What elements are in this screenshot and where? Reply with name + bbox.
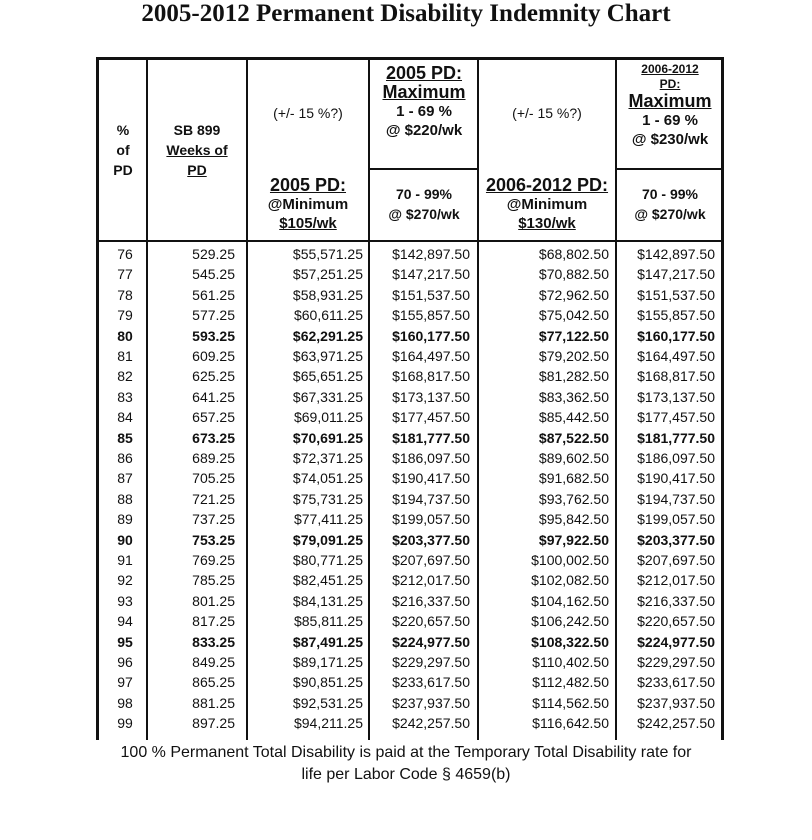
cell-pd: 87 [117, 470, 133, 487]
header-weeks-of-pd [148, 120, 246, 180]
cell-min-2006: $81,282.50 [538, 368, 609, 385]
cell-max-2006: $147,217.50 [637, 266, 715, 283]
cell-pd: 97 [117, 674, 133, 691]
cell-max-2005: $242,257.50 [392, 715, 470, 732]
cell-min-2005: $82,451.25 [292, 572, 363, 589]
table-row [0, 305, 812, 325]
cell-min-2006: $116,642.50 [532, 715, 609, 732]
header-min-2005-rate: $105/wk [279, 215, 337, 232]
cell-min-2006: $114,562.50 [532, 694, 609, 711]
cell-min-2005: $89,171.25 [292, 654, 363, 670]
cell-pd: 89 [117, 511, 133, 528]
cell-min-2006: $97,922.50 [538, 531, 609, 548]
cell-max-2006: $181,777.50 [637, 429, 715, 446]
cell-min-2005: $57,251.25 [292, 266, 363, 283]
cell-weeks: 529.25 [192, 246, 235, 262]
table-row [0, 428, 812, 448]
cell-max-2005: $160,177.50 [392, 327, 470, 344]
cell-max-2006: $177,457.50 [637, 409, 715, 426]
cell-min-2005: $60,611.25 [293, 307, 363, 324]
cell-max-2005: $233,617.50 [392, 674, 470, 691]
header-rate-line: @ $270/wk [634, 206, 706, 222]
table-row [0, 264, 812, 284]
cell-max-2005: $212,017.50 [392, 572, 470, 589]
cell-pd: 84 [117, 409, 133, 426]
cell-weeks: 753.25 [192, 531, 235, 548]
header-70-99-2006 [617, 184, 723, 224]
cell-weeks: 561.25 [192, 286, 235, 303]
table-row [0, 632, 812, 652]
header-bottom-rule [97, 240, 723, 242]
cell-min-2006: $106,242.50 [531, 613, 609, 630]
table-row [0, 326, 812, 346]
cell-weeks: 833.25 [192, 633, 235, 650]
cell-weeks: 657.25 [192, 409, 235, 426]
cell-min-2005: $55,571.25 [292, 246, 363, 262]
cell-min-2005: $62,291.25 [292, 327, 363, 344]
cell-max-2005: $164,497.50 [392, 348, 470, 364]
table-row [0, 693, 812, 713]
header-pct-line: of [116, 142, 130, 158]
table-row [0, 672, 812, 692]
cell-min-2006: $91,682.50 [538, 470, 609, 487]
cell-max-2006: $216,337.50 [637, 592, 715, 609]
cell-min-2005: $92,531.25 [292, 694, 363, 711]
cell-min-2006: $104,162.50 [531, 592, 609, 609]
cell-max-2005: $168,817.50 [392, 368, 470, 385]
cell-max-2005: $229,297.50 [392, 654, 470, 670]
cell-weeks: 817.25 [192, 613, 235, 630]
cell-pd: 81 [117, 348, 133, 364]
cell-weeks: 545.25 [192, 266, 235, 283]
cell-min-2006: $102,082.50 [531, 572, 609, 589]
header-min-2006-sub: @Minimum [506, 196, 588, 213]
table-row [0, 611, 812, 631]
table-row [0, 713, 812, 733]
cell-max-2006: $142,897.50 [637, 246, 715, 262]
cell-weeks: 593.25 [192, 327, 235, 344]
cell-max-2006: $212,017.50 [637, 572, 715, 589]
header-range-line: 70 - 99% [641, 186, 699, 202]
cell-min-2006: $87,522.50 [538, 429, 609, 446]
cell-weeks: 689.25 [192, 450, 235, 466]
cell-min-2005: $90,851.25 [292, 674, 363, 691]
cell-min-2006: $110,402.50 [532, 654, 609, 670]
footer-note [0, 742, 812, 786]
header-divider-2006 [615, 168, 723, 170]
header-rate-line: @ $270/wk [388, 206, 460, 222]
cell-max-2005: $199,057.50 [392, 511, 470, 528]
cell-min-2006: $70,882.50 [538, 266, 609, 283]
cell-max-2005: $155,857.50 [392, 307, 470, 324]
cell-min-2005: $72,371.25 [292, 450, 363, 466]
header-pct-line: PD [113, 162, 133, 178]
cell-max-2006: $224,977.50 [637, 633, 715, 650]
cell-max-2006: $160,177.50 [637, 327, 715, 344]
cell-max-2005: $177,457.50 [392, 409, 470, 426]
cell-max-2005: $147,217.50 [392, 266, 470, 283]
cell-pd: 78 [117, 286, 133, 303]
cell-min-2005: $75,731.25 [292, 490, 363, 507]
cell-weeks: 641.25 [192, 388, 235, 405]
header-weeks-line: Weeks of [166, 142, 228, 158]
cell-min-2005: $65,651.25 [292, 368, 363, 385]
header-pct-line: % [116, 122, 130, 138]
cell-max-2005: $190,417.50 [392, 470, 470, 487]
header-tolerance-2006: (+/- 15 %?) [512, 105, 582, 121]
table-row [0, 652, 812, 672]
header-min-2006 [479, 176, 615, 233]
cell-max-2005: $216,337.50 [392, 592, 470, 609]
cell-min-2005: $87,491.25 [292, 633, 363, 650]
cell-max-2006: $164,497.50 [637, 348, 715, 364]
cell-max-2006: $233,617.50 [637, 674, 715, 691]
cell-min-2005: $63,971.25 [292, 348, 363, 364]
cell-weeks: 785.25 [192, 572, 235, 589]
header-max-2006-sub: Maximum [628, 91, 712, 111]
cell-min-2006: $95,842.50 [538, 511, 609, 528]
cell-weeks: 625.25 [192, 368, 235, 385]
cell-min-2005: $74,051.25 [292, 470, 363, 487]
cell-pd: 96 [117, 654, 133, 670]
cell-min-2006: $112,482.50 [532, 674, 609, 691]
header-max-2005-range: 1 - 69 % [396, 103, 452, 120]
cell-max-2005: $186,097.50 [392, 450, 470, 466]
table-row [0, 346, 812, 366]
cell-pd: 98 [117, 694, 133, 711]
cell-min-2006: $83,362.50 [538, 388, 609, 405]
cell-min-2005: $77,411.25 [293, 511, 363, 528]
cell-pd: 94 [117, 613, 133, 630]
cell-min-2006: $68,802.50 [538, 246, 609, 262]
cell-min-2005: $69,011.25 [293, 409, 363, 426]
cell-pd: 85 [117, 429, 133, 446]
cell-pd: 95 [117, 633, 133, 650]
header-range-line: 70 - 99% [395, 186, 453, 202]
cell-pd: 86 [117, 450, 133, 466]
header-max-2006-title: 2006-2012 [641, 62, 699, 76]
cell-max-2005: $194,737.50 [392, 490, 470, 507]
cell-min-2005: $70,691.25 [292, 429, 363, 446]
cell-max-2005: $224,977.50 [392, 633, 470, 650]
cell-pd: 80 [117, 327, 133, 344]
header-weeks-line: SB 899 [173, 122, 221, 138]
table-row [0, 591, 812, 611]
table-row [0, 244, 812, 264]
cell-max-2006: $237,937.50 [637, 694, 715, 711]
cell-weeks: 577.25 [192, 307, 235, 324]
table-row [0, 387, 812, 407]
cell-pd: 93 [117, 592, 133, 609]
cell-max-2006: $173,137.50 [637, 388, 715, 405]
header-weeks-line: PD [187, 162, 207, 178]
header-max-2006-rate: @ $230/wk [631, 131, 709, 148]
cell-weeks: 673.25 [192, 429, 235, 446]
cell-max-2005: $237,937.50 [392, 694, 470, 711]
header-max-2005-sub: Maximum [382, 82, 466, 102]
header-min-2006-rate: $130/wk [518, 215, 576, 232]
table-row [0, 407, 812, 427]
cell-weeks: 609.25 [192, 348, 235, 364]
cell-max-2005: $220,657.50 [392, 613, 470, 630]
cell-min-2005: $58,931.25 [292, 286, 363, 303]
cell-min-2006: $89,602.50 [538, 450, 609, 466]
cell-max-2006: $229,297.50 [637, 654, 715, 670]
cell-max-2006: $203,377.50 [637, 531, 715, 548]
cell-pd: 90 [117, 531, 133, 548]
cell-min-2005: $67,331.25 [292, 388, 363, 405]
table-row [0, 448, 812, 468]
cell-min-2006: $100,002.50 [531, 552, 609, 568]
cell-weeks: 865.25 [192, 674, 235, 691]
cell-max-2005: $207,697.50 [392, 552, 470, 568]
cell-pd: 79 [117, 307, 133, 324]
header-min-2005-title: 2005 PD: [269, 175, 347, 195]
header-max-2006-title: PD: [659, 77, 681, 91]
cell-max-2006: $242,257.50 [637, 715, 715, 732]
header-tolerance-2005: (+/- 15 %?) [273, 105, 343, 121]
cell-min-2006: $75,042.50 [538, 307, 609, 324]
cell-weeks: 801.25 [192, 592, 235, 609]
cell-max-2006: $199,057.50 [637, 511, 715, 528]
cell-min-2006: $72,962.50 [538, 286, 609, 303]
cell-max-2005: $173,137.50 [392, 388, 470, 405]
cell-max-2005: $181,777.50 [392, 429, 470, 446]
header-70-99-2005 [370, 184, 478, 224]
cell-min-2005: $80,771.25 [292, 552, 363, 568]
cell-min-2006: $79,202.50 [538, 348, 609, 364]
cell-max-2006: $207,697.50 [637, 552, 715, 568]
cell-min-2006: $108,322.50 [531, 633, 609, 650]
cell-weeks: 881.25 [192, 694, 235, 711]
cell-weeks: 705.25 [192, 470, 235, 487]
cell-max-2005: $151,537.50 [392, 286, 470, 303]
cell-pd: 91 [117, 552, 133, 568]
header-max-2005 [370, 64, 478, 140]
header-min-2005 [248, 176, 368, 233]
cell-pd: 92 [117, 572, 133, 589]
cell-max-2005: $142,897.50 [392, 246, 470, 262]
cell-min-2005: $84,131.25 [292, 592, 363, 609]
table-row [0, 570, 812, 590]
table-row [0, 530, 812, 550]
cell-max-2006: $186,097.50 [637, 450, 715, 466]
cell-max-2006: $168,817.50 [637, 368, 715, 385]
page-title: 2005-2012 Permanent Disability Indemnity Chart [141, 0, 671, 27]
cell-min-2006: $93,762.50 [538, 490, 609, 507]
header-max-2006-range: 1 - 69 % [642, 112, 698, 129]
cell-pd: 82 [117, 368, 133, 385]
footer-line: 100 % Permanent Total Disability is paid at the Temporary Total Disability rate for [120, 744, 692, 761]
header-max-2005-title: 2005 PD: [385, 63, 463, 83]
cell-min-2005: $94,211.25 [293, 715, 363, 732]
table-row [0, 550, 812, 570]
cell-weeks: 849.25 [192, 654, 235, 670]
header-min-2006-title: 2006-2012 PD: [485, 175, 609, 195]
cell-min-2006: $85,442.50 [538, 409, 609, 426]
cell-max-2006: $194,737.50 [637, 490, 715, 507]
cell-pd: 83 [117, 388, 133, 405]
cell-min-2005: $85,811.25 [293, 613, 363, 630]
footer-line: life per Labor Code § 4659(b) [301, 766, 511, 783]
table-row [0, 285, 812, 305]
cell-max-2005: $203,377.50 [392, 531, 470, 548]
header-min-2005-sub: @Minimum [267, 196, 349, 213]
header-max-2006 [617, 62, 723, 149]
cell-min-2005: $79,091.25 [292, 531, 363, 548]
cell-pd: 99 [117, 715, 133, 732]
cell-weeks: 737.25 [192, 511, 235, 528]
cell-max-2006: $190,417.50 [637, 470, 715, 487]
header-pct-of-pd [100, 120, 146, 180]
table-row [0, 509, 812, 529]
cell-weeks: 769.25 [192, 552, 235, 568]
cell-pd: 76 [117, 246, 133, 262]
cell-max-2006: $151,537.50 [637, 286, 715, 303]
cell-min-2006: $77,122.50 [538, 327, 609, 344]
cell-weeks: 721.25 [192, 490, 235, 507]
header-max-2005-rate: @ $220/wk [385, 122, 463, 139]
cell-weeks: 897.25 [192, 715, 235, 732]
cell-pd: 77 [117, 266, 133, 283]
table-row [0, 489, 812, 509]
cell-pd: 88 [117, 490, 133, 507]
cell-max-2006: $220,657.50 [637, 613, 715, 630]
table-row [0, 366, 812, 386]
cell-max-2006: $155,857.50 [637, 307, 715, 324]
header-divider-2005 [368, 168, 478, 170]
table-row [0, 468, 812, 488]
